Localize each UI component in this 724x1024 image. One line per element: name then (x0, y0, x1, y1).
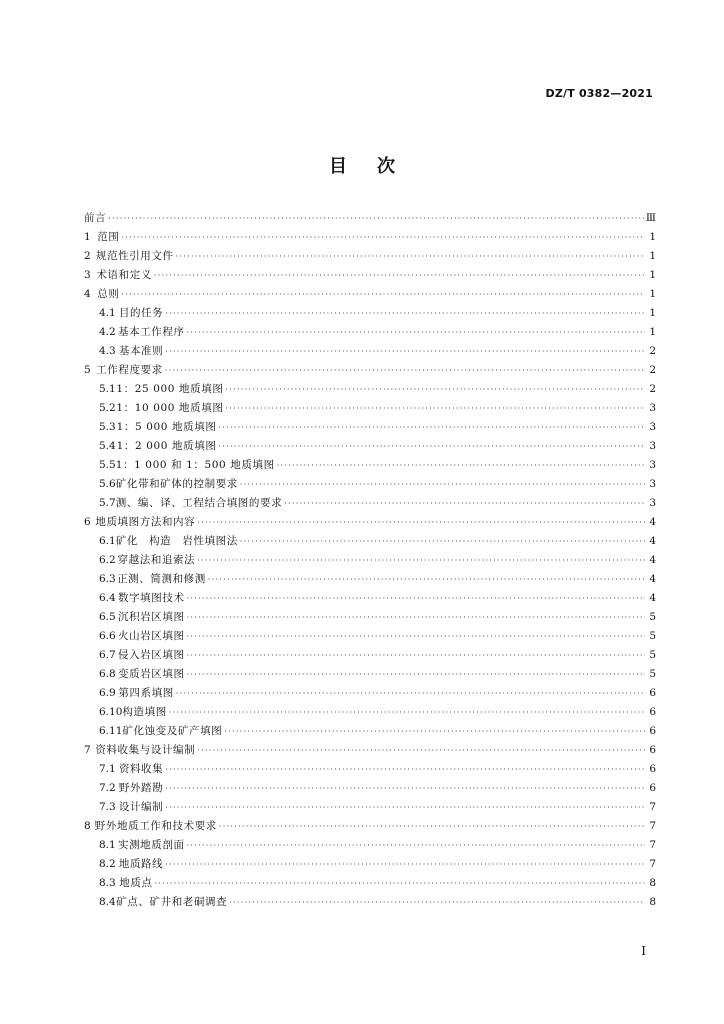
toc-entry-page: 3 (649, 497, 656, 509)
toc-entry[interactable] (84, 741, 656, 760)
toc-leader-dots (187, 627, 645, 646)
toc-entry[interactable] (84, 627, 656, 646)
toc-entry-title: 野外地质工作和技术要求 (94, 820, 217, 832)
toc-leader-dots (165, 304, 645, 323)
toc-entry[interactable] (84, 817, 656, 836)
toc-entry-page: 5 (649, 611, 656, 623)
toc-entry-page: 3 (649, 459, 656, 471)
toc-entry-page: 1 (649, 288, 656, 300)
toc-leader-dots (169, 703, 645, 722)
toc-entry-page: 8 (649, 877, 656, 889)
toc-entry[interactable] (84, 456, 656, 475)
toc-entry-title: 地质路线 (118, 858, 164, 870)
toc-entry-number: 8.1 (99, 839, 116, 851)
toc-leader-dots (187, 646, 645, 665)
toc-leader-dots (219, 817, 645, 836)
toc-entry-number: 5.1 (99, 383, 116, 395)
toc-leader-dots (176, 684, 645, 703)
toc-entry-page: 6 (649, 725, 656, 737)
toc-entry-title: 侵入岩区填图 (117, 649, 185, 661)
toc-entry-title: 术语和定义 (96, 269, 152, 281)
toc-entry[interactable] (84, 855, 656, 874)
toc-entry-number: 7 (84, 744, 91, 756)
toc-entry-number: 6.3 (99, 573, 116, 585)
toc-leader-dots (165, 342, 645, 361)
toc-entry-title: 资料收集 (118, 763, 164, 775)
toc-entry-title: 矿化带和矿体的控制要求 (115, 478, 238, 490)
page-title (0, 152, 724, 178)
toc-entry-page: 1 (649, 307, 656, 319)
toc-entry-number: 6.4 (99, 592, 116, 604)
toc-entry[interactable] (84, 570, 656, 589)
toc-entry-page: 5 (649, 630, 656, 642)
toc-entry[interactable] (84, 437, 656, 456)
toc-entry[interactable] (84, 228, 656, 247)
toc-entry[interactable] (84, 304, 656, 323)
toc-entry[interactable] (84, 722, 656, 741)
toc-leader-dots (240, 475, 645, 494)
toc-entry-number: 8.4 (99, 896, 116, 908)
toc-leader-dots (225, 399, 645, 418)
title-char-2: 次 (377, 156, 395, 177)
toc-leader-dots (197, 741, 645, 760)
toc-entry-number: 3 (84, 269, 91, 281)
toc-leader-dots (187, 665, 645, 684)
toc-entry-page: 2 (649, 383, 656, 395)
toc-entry-page: 6 (649, 782, 656, 794)
toc-entry-title: 第四系填图 (118, 687, 174, 699)
toc-entry-title: 目的任务 (118, 307, 164, 319)
toc-entry-title: 1：25 000 地质填图 (116, 383, 224, 395)
toc-entry-number: 6 (84, 516, 91, 528)
toc-entry[interactable] (84, 646, 656, 665)
toc-entry-number: 7.1 (99, 763, 116, 775)
toc-entry[interactable] (84, 209, 656, 228)
toc-entry-page: 4 (649, 554, 656, 566)
toc-entry-title: 规范性引用文件 (95, 250, 174, 262)
toc-entry-title: 基本准则 (118, 345, 164, 357)
toc-leader-dots (197, 551, 645, 570)
toc-leader-dots (187, 589, 645, 608)
toc-entry-number: 8 (84, 820, 91, 832)
toc-entry[interactable] (84, 266, 656, 285)
toc-entry-number: 6.10 (99, 706, 123, 718)
toc-entry-number: 7.2 (99, 782, 116, 794)
toc-entry-title: 穿越法和追索法 (117, 554, 196, 566)
toc-leader-dots (225, 380, 645, 399)
toc-entry[interactable] (84, 532, 656, 551)
toc-entry[interactable] (84, 285, 656, 304)
toc-entry-number: 5.7 (99, 497, 116, 509)
toc-entry-page: 3 (649, 478, 656, 490)
toc-leader-dots (240, 532, 645, 551)
toc-entry[interactable] (84, 608, 656, 627)
toc-entry[interactable] (84, 836, 656, 855)
toc-entry[interactable] (84, 399, 656, 418)
toc-entry-number: 4 (84, 288, 91, 300)
toc-entry-page: 3 (649, 402, 656, 414)
toc-entry-title: 范围 (97, 231, 120, 243)
toc-entry-page: 4 (649, 516, 656, 528)
toc-leader-dots (108, 209, 644, 228)
toc-entry-page: 3 (649, 440, 656, 452)
toc-entry-title: 1：1 000 和 1：500 地质填图 (115, 459, 275, 471)
toc-leader-dots (165, 760, 645, 779)
toc-leader-dots (165, 779, 645, 798)
toc-entry[interactable] (84, 703, 656, 722)
toc-entry-page: 1 (649, 250, 656, 262)
toc-leader-dots (121, 228, 645, 247)
toc-entry[interactable] (84, 247, 656, 266)
toc-entry-title: 设计编制 (118, 801, 164, 813)
toc-entry[interactable] (84, 380, 656, 399)
toc-entry-number: 6.1 (99, 535, 116, 547)
toc-entry-page: 7 (649, 820, 656, 832)
toc-entry-page: 4 (649, 573, 656, 585)
toc-leader-dots (165, 798, 645, 817)
toc-entry-page: 6 (649, 706, 656, 718)
toc-entry-page: 4 (649, 535, 656, 547)
toc-entry-title: 资料收集与设计编制 (95, 744, 196, 756)
toc-entry[interactable] (84, 684, 656, 703)
toc-entry[interactable] (84, 361, 656, 380)
toc-entry-title: 基本工作程序 (117, 326, 185, 338)
toc-leader-dots (155, 874, 645, 893)
toc-leader-dots (187, 323, 645, 342)
toc-entry-page: 8 (649, 896, 656, 908)
toc-entry[interactable] (84, 475, 656, 494)
toc-entry-number: 5.2 (99, 402, 116, 414)
toc-leader-dots (229, 893, 645, 912)
toc-entry-page: 6 (649, 687, 656, 699)
toc-entry-number: 5.5 (99, 459, 116, 471)
toc-entry-page: 4 (649, 592, 656, 604)
toc-entry-number: 6.9 (99, 687, 116, 699)
toc-entry-page: 5 (649, 668, 656, 680)
toc-entry-title: 地质点 (119, 877, 153, 889)
toc-entry-title: 矿化蚀变及矿产填图 (122, 725, 223, 737)
toc-entry-page: Ⅲ (645, 212, 656, 224)
toc-entry-title: 矿点、矿井和老硐调查 (116, 896, 228, 908)
toc-entry-title: 测、编、译、工程结合填图的要求 (115, 497, 283, 509)
toc-entry-title: 数字填图技术 (117, 592, 185, 604)
toc-entry[interactable] (84, 779, 656, 798)
toc-entry-page: 1 (649, 231, 656, 243)
toc-leader-dots (165, 361, 645, 380)
toc-entry-number: 5.6 (99, 478, 116, 490)
toc-entry-number: 5.4 (99, 440, 116, 452)
toc-entry-number: 1 (84, 231, 91, 243)
toc-entry-number: 6.2 (99, 554, 116, 566)
toc-entry[interactable] (84, 342, 656, 361)
toc-leader-dots (154, 266, 645, 285)
toc-entry[interactable] (84, 665, 656, 684)
toc-entry[interactable] (84, 551, 656, 570)
toc-leader-dots (218, 437, 645, 456)
toc-entry-title: 矿化 构造 岩性填图法 (115, 535, 238, 547)
toc-leader-dots (187, 836, 645, 855)
toc-entry[interactable] (84, 798, 656, 817)
toc-leader-dots (218, 418, 645, 437)
toc-entry-title: 1：2 000 地质填图 (116, 440, 217, 452)
toc-entry-title: 总则 (97, 288, 120, 300)
toc-leader-dots (176, 247, 645, 266)
toc-entry[interactable] (84, 760, 656, 779)
toc-entry-page: 7 (649, 839, 656, 851)
toc-entry[interactable] (84, 418, 656, 437)
toc-entry-page: 2 (649, 345, 656, 357)
toc-entry-page: 5 (649, 649, 656, 661)
toc-entry-page: 2 (649, 364, 656, 376)
toc-entry-title: 1：10 000 地质填图 (116, 402, 224, 414)
toc-entry-title: 地质填图方法和内容 (95, 516, 196, 528)
toc-leader-dots (208, 570, 645, 589)
toc-entry-number: 4.2 (99, 326, 116, 338)
toc-entry-title: 构造填图 (122, 706, 167, 718)
toc-entry-number: 5 (84, 364, 91, 376)
toc-entry[interactable] (84, 589, 656, 608)
toc-entry-page: 6 (649, 744, 656, 756)
toc-leader-dots (224, 722, 645, 741)
toc-leader-dots (121, 285, 645, 304)
toc-leader-dots (197, 513, 645, 532)
toc-entry-title: 工作程度要求 (96, 364, 163, 376)
toc-entry-number: 6.11 (99, 725, 123, 737)
toc-entry-title: 火山岩区填图 (117, 630, 185, 642)
toc-entry-page: 7 (649, 801, 656, 813)
toc-entry-number: 4.1 (99, 307, 116, 319)
toc-entry-title: 正测、简测和修测 (117, 573, 206, 585)
toc-entry-number: 8.2 (99, 858, 116, 870)
toc-entry-title: 沉积岩区填图 (117, 611, 185, 623)
toc-entry-number: 5.3 (99, 421, 116, 433)
toc-entry-page: 7 (649, 858, 656, 870)
toc-entry-number: 6.5 (99, 611, 116, 623)
toc-leader-dots (187, 608, 645, 627)
toc-entry-number: 6.6 (99, 630, 116, 642)
page-number: I (641, 944, 646, 958)
toc-entry-number: 7.3 (99, 801, 116, 813)
toc-entry-page: 6 (649, 763, 656, 775)
toc-entry[interactable] (84, 874, 656, 893)
toc-entry-number: 6.7 (99, 649, 116, 661)
toc-entry-number: 6.8 (99, 668, 116, 680)
toc-entry-number: 8.3 (99, 877, 116, 889)
toc-entry-page: 1 (649, 269, 656, 281)
toc-entry-number: 2 (84, 250, 91, 262)
toc-leader-dots (277, 456, 645, 475)
toc-entry[interactable] (84, 323, 656, 342)
toc-entry-title: 变质岩区填图 (117, 668, 185, 680)
toc-entry-title: 实测地质剖面 (117, 839, 185, 851)
toc-leader-dots (284, 494, 645, 513)
toc-entry-page: 1 (649, 326, 656, 338)
toc-entry-title: 野外踏勘 (118, 782, 164, 794)
toc-entry-title: 前言 (84, 212, 107, 224)
toc-entry-page: 3 (649, 421, 656, 433)
table-of-contents (84, 209, 656, 912)
toc-entry[interactable] (84, 893, 656, 912)
toc-entry-title: 1：5 000 地质填图 (116, 421, 217, 433)
toc-entry[interactable] (84, 494, 656, 513)
title-char-1: 目 (329, 156, 347, 177)
standard-code: DZ/T 0382—2021 (545, 87, 653, 100)
toc-leader-dots (165, 855, 645, 874)
toc-entry[interactable] (84, 513, 656, 532)
toc-entry-number: 4.3 (99, 345, 116, 357)
